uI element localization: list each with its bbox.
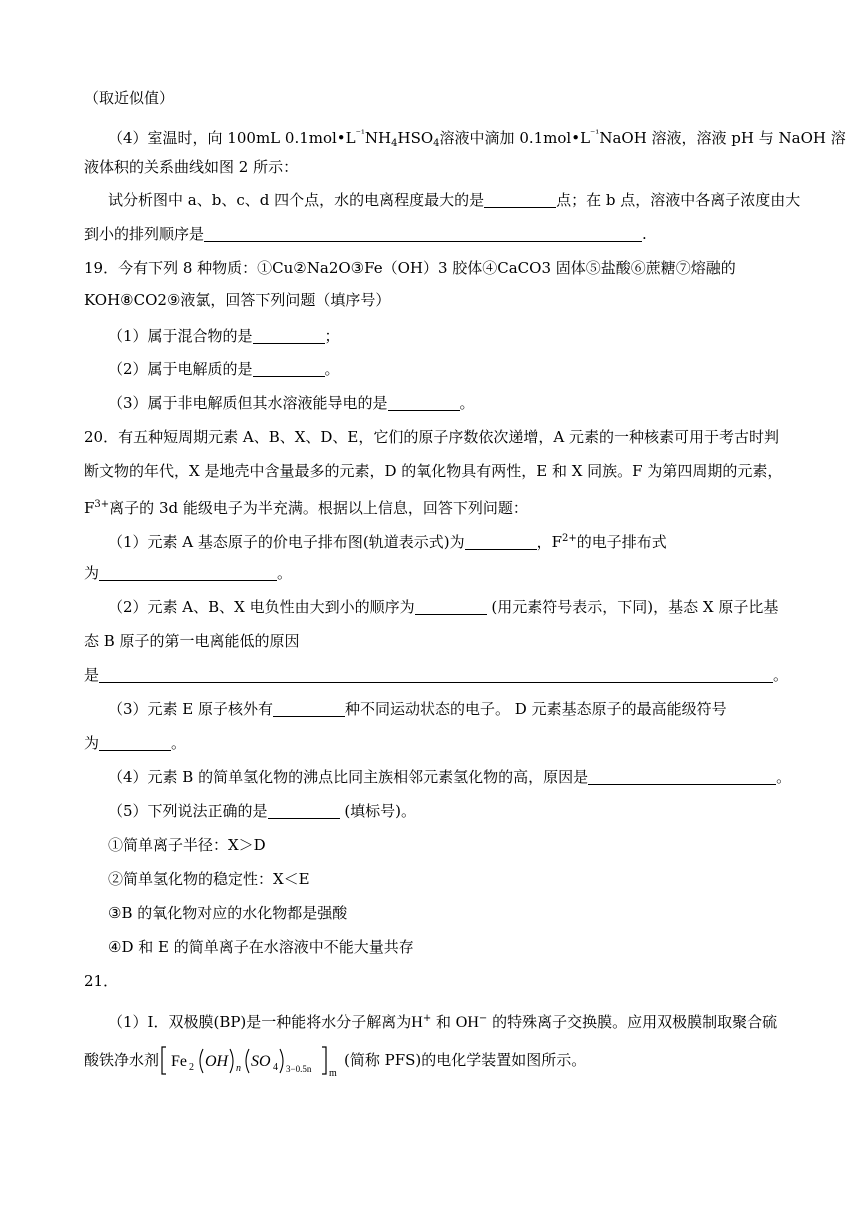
text-line	[108, 190, 800, 210]
option-2	[108, 869, 310, 889]
left-paren	[246, 1049, 249, 1073]
text-line	[108, 767, 791, 787]
text: ④D 和 E 的简单离子在水溶液中不能大量共存	[108, 938, 414, 956]
text-line	[84, 631, 300, 651]
text: ①简单离子半径：X＞D	[108, 836, 266, 854]
formula-n: n	[236, 1063, 242, 1074]
text: （3）属于非电解质但其水溶液能导电的是	[108, 394, 388, 412]
superscript: 3+	[94, 499, 110, 510]
subscript: 4	[391, 138, 398, 149]
text: ③B 的氧化物对应的水化物都是强酸	[108, 904, 348, 922]
text: NH	[364, 129, 392, 147]
oh-ion: OH	[455, 1014, 479, 1031]
formula-so4-subscript: 4	[273, 1062, 279, 1073]
text: 为	[84, 734, 100, 752]
text: 溶液中滴加 0.1mol•L	[439, 129, 591, 147]
text-line	[108, 326, 340, 346]
text: ②简单氢化物的稳定性：X＜E	[108, 870, 310, 888]
text: 是	[84, 666, 100, 684]
text-line	[84, 88, 174, 108]
text: 种不同运动状态的电子。 D 元素基态原子的最高能级符号	[345, 700, 727, 718]
formula-fe: Fe	[171, 1053, 188, 1070]
text: 19．今有下列 8 种物质：①Cu②Na2O③Fe（OH）3 胶体④CaCO3 固体⑤盐酸⑥蔗糖⑦熔融的	[84, 259, 736, 277]
answer-blank	[268, 802, 340, 819]
question-19-line	[84, 290, 390, 310]
text-line	[108, 801, 416, 821]
text: （1）属于混合物的是	[108, 327, 253, 345]
answer-blank	[588, 768, 776, 785]
formula-oh: OH	[205, 1053, 229, 1070]
text: F	[84, 499, 95, 517]
question-20-line	[84, 461, 782, 481]
formula-exponent: 3−0.5n	[286, 1064, 312, 1074]
text: （1）Ⅰ．双极膜(BP)是一种能将水分子解离为	[108, 1013, 412, 1031]
left-paren	[200, 1049, 203, 1073]
text: 点；在 b 点，溶液中各离子浓度由大	[556, 191, 801, 209]
text: (填标号)。	[339, 802, 417, 820]
formula-so: SO	[251, 1053, 271, 1070]
text: 酸铁净水剂	[84, 1051, 160, 1069]
text-line	[84, 157, 298, 177]
text: 。	[459, 394, 475, 412]
pfs-formula-graphic	[159, 1044, 344, 1078]
answer-blank	[465, 533, 537, 550]
formula-fe-subscript: 2	[189, 1062, 195, 1073]
text-line	[108, 529, 667, 552]
question-20-line	[84, 495, 528, 518]
question-19-line	[84, 258, 736, 278]
text: 。	[277, 564, 293, 582]
text: （4）元素 B 的简单氢化物的沸点比同主族相邻元素氢化物的高，原因是	[108, 768, 589, 786]
answer-blank	[273, 700, 345, 717]
text: （4）室温时，向 100mL 0.1mol•L	[108, 129, 356, 147]
text-line	[84, 224, 647, 244]
text-line	[108, 359, 340, 379]
subscript: 4	[433, 138, 440, 149]
text: 20．有五种短周期元素 A、B、X、D、E，它们的原子序数依次递增，A 元素的一种核素可用于考古时判	[84, 428, 779, 446]
text: （3）元素 E 原子核外有	[108, 700, 274, 718]
text: 到小的排列顺序是	[84, 225, 205, 243]
answer-blank	[415, 598, 487, 615]
formula-m: m	[329, 1068, 337, 1078]
text: 断文物的年代，X 是地壳中含量最多的元素，D 的氧化物具有两性，E 和 X 同族。F 为第四周期的元素，	[84, 462, 783, 480]
text-line	[108, 125, 846, 154]
answer-blank	[99, 564, 277, 581]
text-line	[84, 665, 788, 685]
text: 21．	[84, 972, 119, 990]
text: .	[642, 225, 647, 243]
text: 和	[431, 1013, 456, 1031]
text: 离子的 3d 能级电子为半充满。根据以上信息，回答下列问题：	[109, 499, 528, 517]
text: ；	[324, 327, 340, 345]
text: (用元素符号表示，下同)，基态 X 原子比基	[486, 598, 779, 616]
answer-blank	[204, 225, 642, 242]
text: ，F	[536, 533, 563, 551]
text-line	[108, 393, 475, 413]
text-line	[84, 733, 186, 753]
text: 的电子排布式	[576, 533, 667, 551]
text: （取近似值）	[84, 89, 175, 107]
text: KOH⑧CO2⑨液氯，回答下列问题（填序号）	[84, 291, 391, 309]
right-paren	[230, 1049, 233, 1073]
option-3	[108, 903, 347, 923]
left-bracket	[162, 1047, 166, 1074]
answer-blank	[253, 360, 325, 377]
superscript: 2+	[562, 533, 577, 544]
h-ion: H	[411, 1014, 423, 1031]
text: （2）元素 A、B、X 电负性由大到小的顺序为	[108, 598, 415, 616]
right-bracket	[322, 1047, 326, 1074]
text: 。	[776, 768, 792, 786]
text: 的特殊离子交换膜。应用双极膜制取聚合硫	[487, 1013, 778, 1031]
text: 试分析图中 a、b、c、d 四个点，水的电离程度最大的是	[108, 191, 485, 209]
text: 。	[171, 734, 187, 752]
option-4	[108, 937, 414, 957]
pfs-formula	[159, 1044, 344, 1078]
text: 。	[773, 666, 789, 684]
text: （2）属于电解质的是	[108, 360, 253, 378]
text-line	[108, 1009, 777, 1033]
superscript: ⁻¹	[355, 129, 365, 140]
superscript: +	[422, 1013, 432, 1024]
question-20-line	[84, 427, 779, 447]
text: NaOH 溶液，溶液 pH 与 NaOH 溶	[599, 129, 846, 147]
option-1	[108, 835, 266, 855]
answer-blank	[388, 394, 460, 411]
answer-blank	[253, 327, 325, 344]
question-21-number	[84, 971, 118, 991]
superscript: ⁻¹	[590, 129, 600, 140]
answer-blank	[99, 734, 171, 751]
text-line	[84, 563, 292, 583]
text: （5）下列说法正确的是	[108, 802, 268, 820]
answer-blank	[99, 666, 773, 683]
text: 液体积的关系曲线如图 2 所示：	[84, 158, 299, 176]
text: 。	[324, 360, 340, 378]
text: 为	[84, 564, 100, 582]
text: 态 B 原子的第一电离能低的原因	[84, 632, 300, 650]
answer-blank	[484, 191, 556, 208]
text: HSO	[397, 129, 434, 147]
text-line	[84, 1044, 586, 1078]
right-paren	[280, 1049, 283, 1073]
superscript: −	[478, 1013, 488, 1024]
text-line	[108, 597, 778, 617]
text-line	[108, 699, 727, 719]
text: （1）元素 A 基态原子的价电子排布图(轨道表示式)为	[108, 533, 465, 551]
text: (简称 PFS)的电化学装置如图所示。	[344, 1051, 587, 1069]
